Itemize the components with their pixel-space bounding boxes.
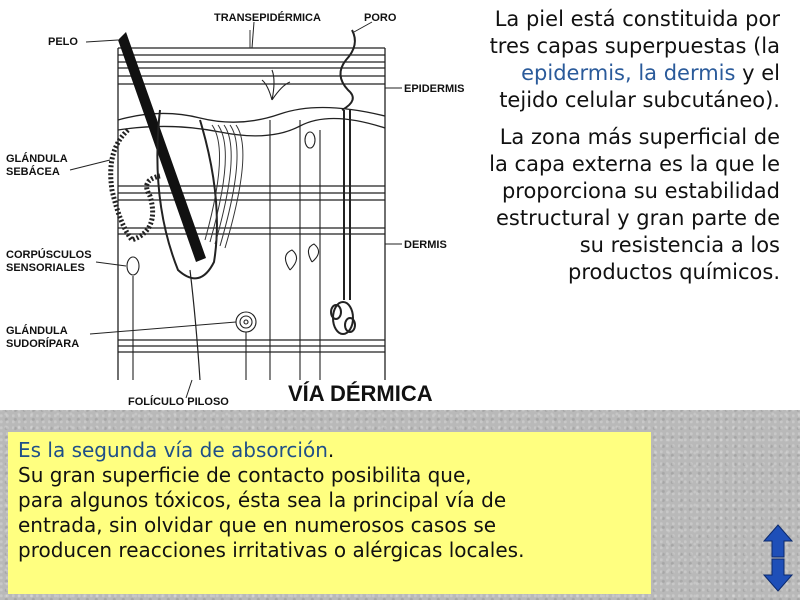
highlight-epidermis-dermis: epidermis, la dermis	[521, 61, 736, 85]
label-glandula-sebacea-2: SEBÁCEA	[6, 166, 60, 178]
summary-line-4: entrada, sin olvidar que en numerosos casos se	[18, 513, 497, 537]
diagram-title: VÍA DÉRMICA	[288, 381, 433, 406]
skin-description	[480, 6, 780, 296]
label-foliculo-piloso: FOLÍCULO PILOSO	[128, 396, 229, 408]
paragraph-surface: La zona más superficial de la capa externa es la que le proporciona su estabilidad estructural y gran parte de su resistencia a los productos químicos.	[489, 125, 780, 284]
summary-line-1: Es la segunda vía de absorción.	[18, 438, 335, 462]
label-glandula-sudoripara-1: GLÁNDULA	[6, 325, 68, 337]
summary-line-5: producen reacciones irritativas o alérgicas locales.	[18, 538, 525, 562]
label-pelo: PELO	[48, 36, 78, 48]
arrow-up-icon[interactable]	[763, 524, 793, 558]
label-transepidermica: TRANSEPIDÉRMICA	[214, 12, 321, 24]
arrow-down-icon[interactable]	[763, 558, 793, 592]
slide-navigation	[763, 524, 793, 594]
summary-box	[8, 432, 651, 594]
label-corpusculos-1: CORPÚSCULOS	[6, 249, 92, 261]
transepidermal-route	[205, 30, 250, 248]
paragraph-layers: La piel está constituida por tres capas superpuestas (la epidermis, la dermis y el tejido celular subcutáneo).	[489, 7, 780, 112]
label-glandula-sudoripara-2: SUDORÍPARA	[6, 338, 80, 350]
summary-line-3: para algunos tóxicos, ésta sea la principal vía de	[18, 488, 507, 512]
summary-line-2: Su gran superficie de contacto posibilita que,	[18, 463, 472, 487]
label-dermis: DERMIS	[404, 239, 447, 251]
label-epidermis: EPIDERMIS	[404, 83, 465, 95]
sensory-corpuscles	[127, 70, 320, 380]
label-corpusculos-2: SENSORIALES	[6, 262, 85, 274]
skin-diagram	[0, 0, 480, 410]
label-glandula-sebacea-1: GLÁNDULA	[6, 153, 68, 165]
label-poro: PORO	[364, 12, 397, 24]
